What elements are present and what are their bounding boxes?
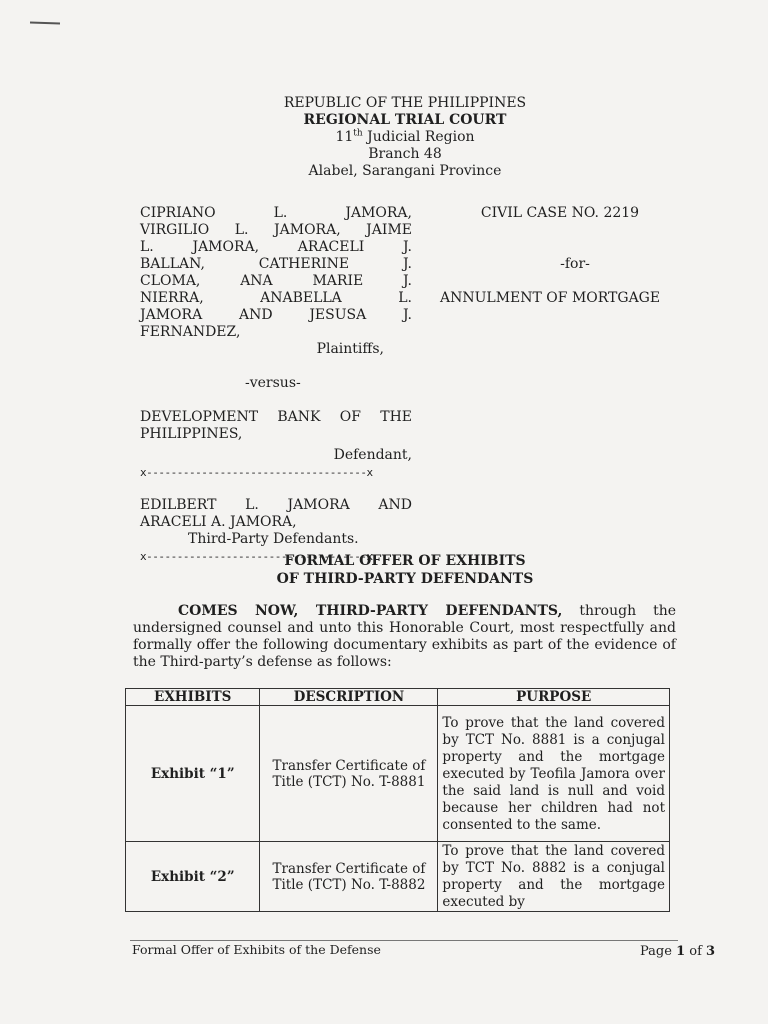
col-header-purpose: PURPOSE	[438, 689, 670, 706]
purpose-cell: To prove that the land covered by TCT No. 8881 is a conjugal property and the mortgage executed by Teofila Jamora over the said land is null and void because her children had not consented to the same.	[438, 706, 670, 842]
intro-paragraph	[133, 603, 676, 671]
plaintiff-line: JAMORA AND JESUSA J.	[140, 307, 412, 323]
footer-divider	[130, 940, 678, 941]
header-region: 11th Judicial Region	[335, 128, 475, 145]
header-court: REGIONAL TRIAL COURT	[303, 112, 507, 128]
case-info	[430, 205, 690, 307]
plaintiff-line: BALLAN, CATHERINE J.	[140, 256, 412, 272]
purpose-cell: To prove that the land covered by TCT No. 8882 is a conjugal property and the mortgage executed by	[438, 842, 670, 912]
defendant-line: PHILIPPINES,	[140, 426, 243, 442]
page-number: Page 1 of 3	[640, 944, 716, 959]
document-title	[170, 552, 640, 588]
intro-text: through the undersigned counsel and unto this Honorable Court, most respectfully and formally offer the following documentary exhibits as part of the evidence of the Third-party’s defense as follows:	[133, 603, 676, 670]
col-header-exhibits: EXHIBITS	[126, 689, 260, 706]
separator-line: x------------------------------------x	[140, 466, 373, 479]
parties-block	[140, 205, 412, 565]
description-cell: Transfer Certificate of Title (TCT) No. T-8882	[260, 842, 438, 912]
header-branch: Branch 48	[368, 146, 442, 162]
table-row	[126, 706, 670, 842]
plaintiffs-label: Plaintiffs,	[316, 341, 384, 357]
exhibit-cell: Exhibit “2”	[126, 842, 260, 912]
header-republic: REPUBLIC OF THE PHILIPPINES	[283, 95, 527, 111]
pen-mark	[30, 21, 60, 24]
separator-line: x------------------------------------x	[140, 550, 373, 563]
plaintiff-line: VIRGILIO L. JAMORA, JAIME	[140, 222, 412, 238]
third-party-line: EDILBERT L. JAMORA AND	[140, 497, 412, 513]
table-header-row	[126, 689, 670, 706]
title-line: FORMAL OFFER OF EXHIBITS	[284, 553, 526, 569]
plaintiff-line: CLOMA, ANA MARIE J.	[140, 273, 412, 289]
description-cell: Transfer Certificate of Title (TCT) No. T-8881	[260, 706, 438, 842]
header-location: Alabel, Sarangani Province	[308, 163, 502, 179]
plaintiff-line: CIPRIANO L. JAMORA,	[140, 205, 412, 221]
court-header	[200, 95, 610, 180]
title-line: OF THIRD-PARTY DEFENDANTS	[276, 571, 534, 587]
defendant-label: Defendant,	[333, 447, 412, 463]
case-for: -for-	[560, 256, 590, 272]
versus-label: -versus-	[245, 375, 301, 391]
case-nature: ANNULMENT OF MORTGAGE	[440, 290, 661, 306]
col-header-description: DESCRIPTION	[260, 689, 438, 706]
defendant-line: DEVELOPMENT BANK OF THE	[140, 409, 412, 425]
exhibit-cell: Exhibit “1”	[126, 706, 260, 842]
plaintiff-line: NIERRA, ANABELLA L.	[140, 290, 412, 306]
footer-title: Formal Offer of Exhibits of the Defense	[132, 942, 381, 957]
table-row	[126, 842, 670, 912]
third-party-line: ARACELI A. JAMORA,	[140, 514, 297, 530]
exhibits-table	[125, 688, 670, 912]
plaintiff-line: L. JAMORA, ARACELI J.	[140, 239, 412, 255]
third-party-label: Third-Party Defendants.	[188, 531, 359, 547]
intro-bold-lead: COMES NOW, THIRD-PARTY DEFENDANTS,	[178, 603, 563, 619]
case-number: CIVIL CASE NO. 2219	[480, 205, 640, 221]
plaintiff-line: FERNANDEZ,	[140, 324, 241, 340]
